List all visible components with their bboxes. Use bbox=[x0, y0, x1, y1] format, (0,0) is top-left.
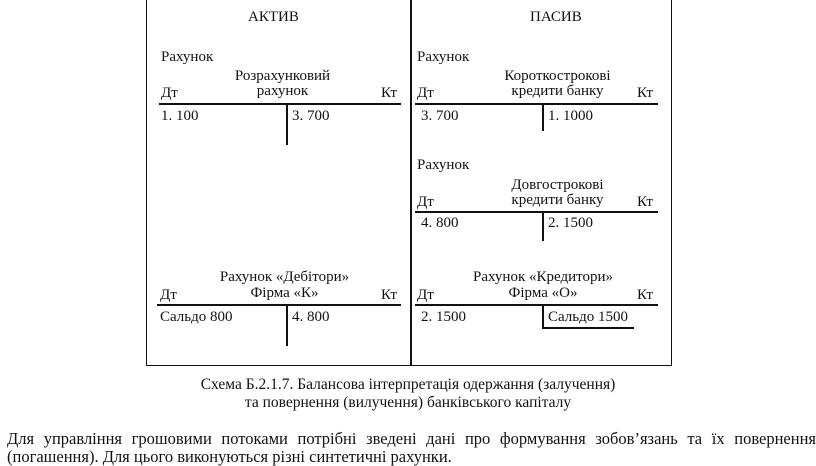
debit-label: Дт bbox=[417, 287, 434, 303]
account-name-line1: Рахунок «Дебітори» bbox=[219, 269, 350, 285]
body-paragraph: Для управління грошовими потоками потрібні зведені дані про формування зобов’язань та їх повернення (погашення). Для цього виконуються різні синтетичні рахунки. bbox=[7, 429, 816, 466]
account-name-line2: Фірма «К» bbox=[250, 285, 319, 301]
t-account-vertical bbox=[542, 211, 544, 241]
debit-entry: 4. 800 bbox=[421, 215, 459, 231]
account-name-line2: рахунок bbox=[256, 83, 309, 99]
header-aktiv: АКТИВ bbox=[248, 9, 299, 25]
debit-entry: Сальдо 800 bbox=[160, 309, 233, 325]
credit-label: Кт bbox=[381, 85, 397, 101]
account-name-line2: кредити банку bbox=[511, 83, 604, 99]
account-name-line1: Розрахунковий bbox=[234, 68, 331, 84]
account-prefix: Рахунок bbox=[161, 49, 214, 65]
credit-label: Кт bbox=[637, 194, 653, 210]
credit-entry: 2. 1500 bbox=[548, 215, 593, 231]
t-account-vertical bbox=[542, 304, 544, 328]
debit-entry: 2. 1500 bbox=[421, 309, 466, 325]
t-account-horizontal bbox=[157, 304, 401, 306]
t-account-vertical bbox=[542, 103, 544, 131]
account-name-line2: кредити банку bbox=[511, 192, 604, 208]
account-name-line2: Фірма «О» bbox=[508, 285, 578, 301]
t-account-horizontal bbox=[159, 103, 401, 105]
credit-entry: 4. 800 bbox=[292, 309, 330, 325]
debit-entry: 1. 100 bbox=[161, 108, 199, 124]
debit-label: Дт bbox=[417, 194, 434, 210]
figure-caption-line1: Схема Б.2.1.7. Балансова інтерпретація одержання (залучення) bbox=[200, 376, 616, 393]
t-account-horizontal bbox=[415, 103, 658, 105]
account-name-line1: Короткострокові bbox=[504, 68, 611, 84]
t-account-vertical bbox=[286, 304, 288, 346]
account-prefix: Рахунок bbox=[417, 157, 470, 173]
t-account-vertical bbox=[286, 103, 288, 145]
credit-entry: 1. 1000 bbox=[548, 108, 593, 124]
debit-entry: 3. 700 bbox=[421, 108, 459, 124]
account-name-line1: Довгострокові bbox=[511, 177, 604, 193]
credit-label: Кт bbox=[381, 287, 397, 303]
t-account-horizontal bbox=[415, 211, 658, 213]
credit-label: Кт bbox=[637, 85, 653, 101]
saldo-underline bbox=[542, 327, 634, 329]
figure-caption-line2: та повернення (вилучення) банківського капіталу bbox=[244, 394, 572, 411]
account-name-line1: Рахунок «Кредитори» bbox=[472, 269, 613, 285]
debit-label: Дт bbox=[417, 85, 434, 101]
account-prefix: Рахунок bbox=[417, 49, 470, 65]
debit-label: Дт bbox=[161, 85, 178, 101]
credit-entry: Сальдо 1500 bbox=[548, 309, 629, 325]
debit-label: Дт bbox=[160, 287, 177, 303]
credit-label: Кт bbox=[637, 287, 653, 303]
credit-entry: 3. 700 bbox=[292, 108, 330, 124]
header-pasyv: ПАСИВ bbox=[530, 9, 582, 25]
t-account-horizontal bbox=[415, 304, 658, 306]
column-divider bbox=[410, 0, 412, 366]
